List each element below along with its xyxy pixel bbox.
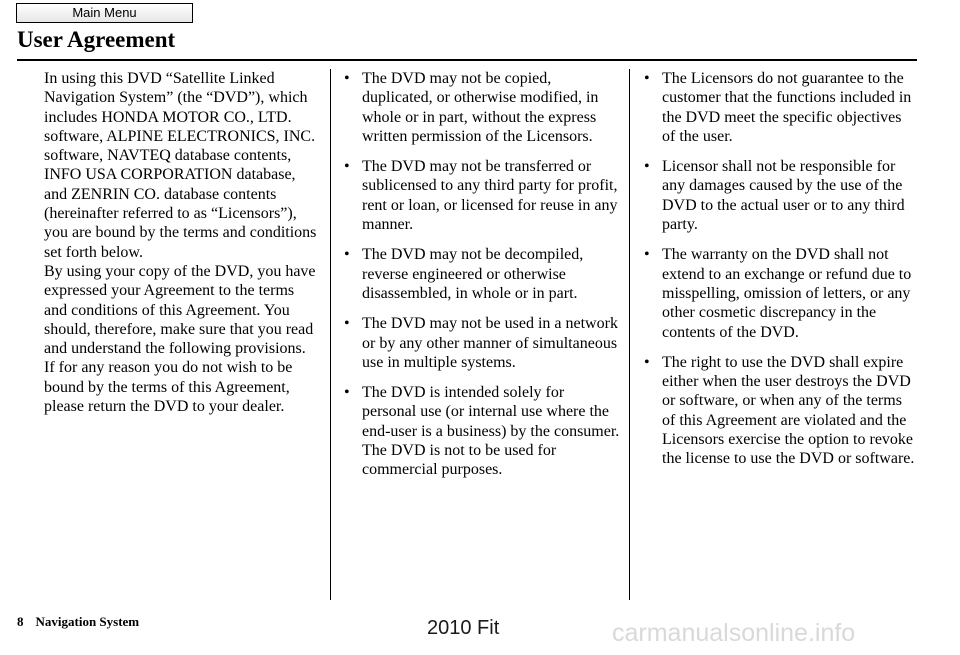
site-watermark: carmanualsonline.info	[612, 619, 856, 647]
bullet-icon: •	[344, 384, 350, 402]
bullet-icon: •	[644, 246, 650, 264]
list-item	[642, 353, 917, 469]
list-item	[642, 245, 917, 341]
title-rule	[17, 59, 917, 61]
main-menu-button[interactable]: Main Menu	[16, 3, 193, 23]
list-item	[342, 157, 622, 234]
list-item	[342, 383, 622, 479]
list-item-text: The DVD may not be used in a network or by any other manner of simultaneous use in multiple systems.	[362, 315, 618, 371]
list-item	[342, 245, 622, 303]
bullet-icon: •	[644, 158, 650, 176]
list-item	[642, 69, 917, 146]
page-title: User Agreement	[17, 27, 176, 52]
column-divider	[330, 69, 331, 600]
list-item-text: The DVD may not be decompiled, reverse engineered or otherwise disassembled, in whole or in part.	[362, 246, 584, 302]
footer-section-title: Navigation System	[35, 614, 140, 629]
column-3	[642, 69, 917, 480]
list-item	[342, 69, 622, 146]
list-item	[642, 157, 917, 234]
column-2	[342, 69, 622, 491]
column-divider	[629, 69, 630, 600]
bullet-icon: •	[344, 158, 350, 176]
list-item-text: The DVD may not be copied, duplicated, or otherwise modified, in whole or in part, without the express written permission of the Licensors.	[362, 70, 599, 145]
bullet-icon: •	[344, 315, 350, 333]
list-item-text: The DVD may not be transferred or sublicensed to any third party for profit, rent or loan, or licensed for reuse in any manner.	[362, 158, 618, 234]
model-watermark: 2010 Fit	[427, 617, 500, 639]
bullet-icon: •	[644, 70, 650, 87]
page-footer	[17, 614, 139, 630]
warranty-list	[642, 69, 917, 469]
intro-paragraph: In using this DVD “Satellite Linked Navigation System” (the “DVD”), which includes HONDA MOTOR CO., LTD. software, ALPINE ELECTRONICS, INC. software, NAVTEQ database contents, INFO USA CORPORATION database, and ZENRIN CO. database contents (hereinafter referred to as “Licensors”), you are bound by the terms and conditions set forth below.	[44, 70, 317, 261]
bullet-icon: •	[344, 246, 350, 264]
agreement-paragraph: By using your copy of the DVD, you have expressed your Agreement to the terms and conditions of this Agreement. You should, therefore, make sure that you read and understand the following provisions. If for any reason you do not wish to be bound by the terms of this Agreement, please return the DVD to your dealer.	[44, 262, 316, 416]
list-item-text: The Licensors do not guarantee to the customer that the functions included in the DVD meet the specific objectives of the user.	[662, 70, 912, 145]
list-item-text: The DVD is intended solely for personal use (or internal use where the end-user is a business) by the consumer. The DVD is not to be used for commercial purposes.	[362, 384, 620, 479]
column-1	[44, 69, 320, 416]
bullet-icon: •	[344, 70, 350, 87]
terms-list	[342, 69, 622, 480]
list-item-text: Licensor shall not be responsible for any damages caused by the use of the DVD to the actual user or to any third party.	[662, 158, 905, 234]
list-item-text: The warranty on the DVD shall not extend to an exchange or refund due to misspelling, omission of letters, or any other cosmetic discrepancy in the contents of the DVD.	[662, 246, 912, 341]
page-number: 8	[17, 614, 24, 629]
list-item	[342, 314, 622, 372]
bullet-icon: •	[644, 353, 650, 371]
list-item-text: The right to use the DVD shall expire either when the user destroys the DVD or software, or when any of the terms of this Agreement are violated and the Licensors exercise the option to revoke the license to use the DVD or software.	[662, 353, 915, 468]
